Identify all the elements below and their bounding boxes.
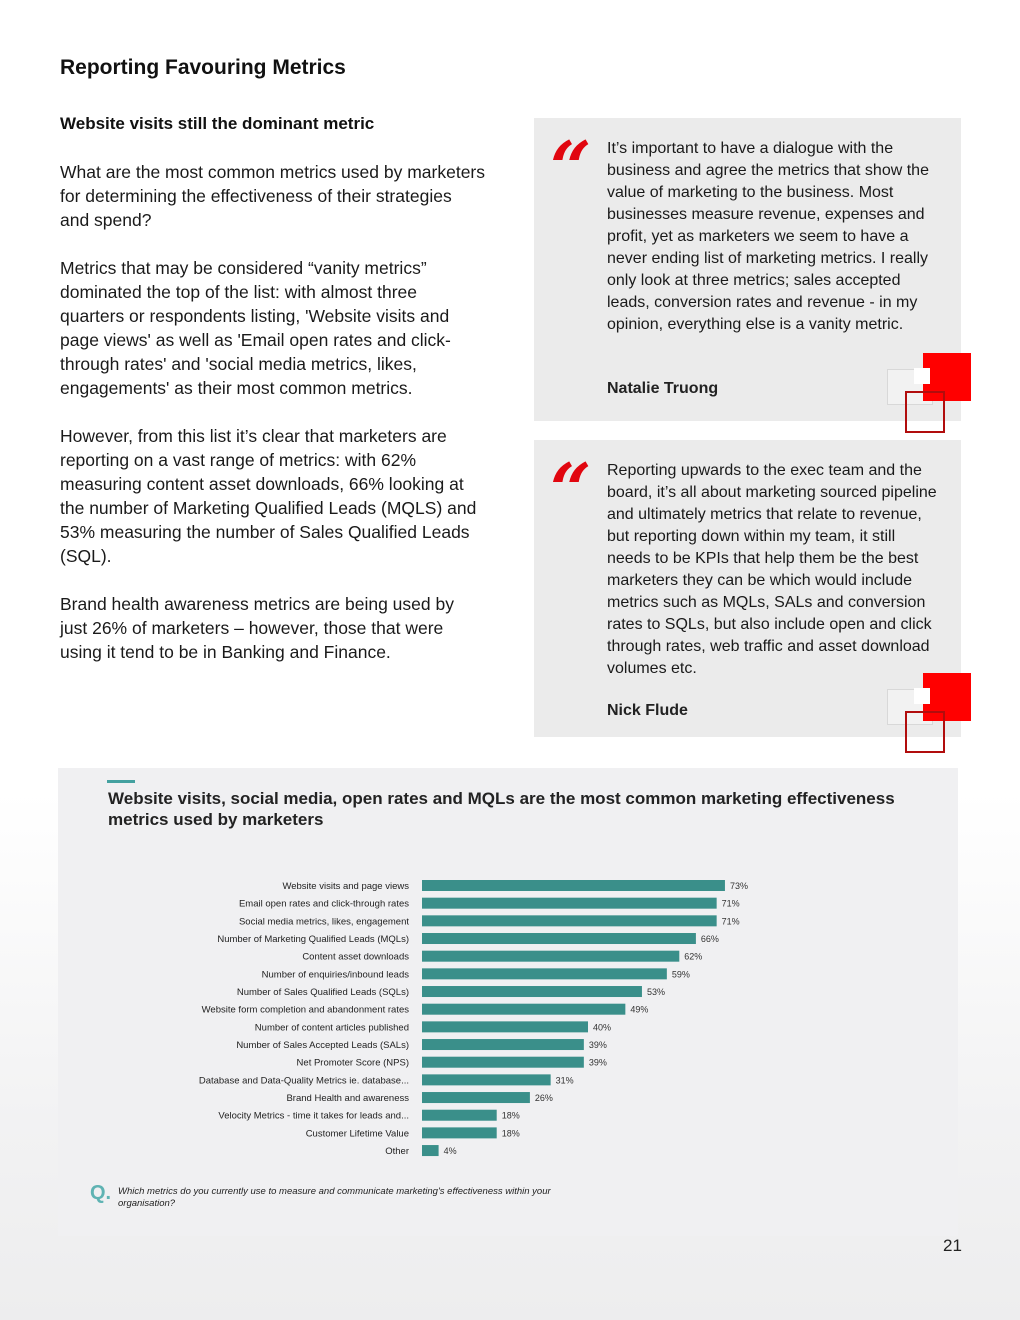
paragraph-4: Brand health awareness metrics are being used by just 26% of marketers – however, those that were using it tend to be in Banking and Finance.	[60, 594, 454, 662]
category-label: Customer Lifetime Value	[305, 1128, 409, 1140]
value-label: 39%	[588, 1057, 607, 1068]
value-label: 18%	[501, 1110, 520, 1121]
value-label: 59%	[671, 969, 690, 980]
paragraph-3: However, from this list it’s clear that marketers are reporting on a vast range of metrics: with 62% measuring content asset downloads, 66% looking at the number of Marketing Qualified Leads (MQLS) and 53% measuring the number of Sales Qualified Leads (SQL).	[60, 426, 477, 566]
section-subheading: Website visits still the dominant metric	[60, 114, 375, 133]
value-label: 31%	[555, 1075, 574, 1086]
quote-author: Nick Flude	[607, 702, 688, 719]
value-label: 71%	[721, 898, 740, 909]
value-label: 53%	[646, 987, 665, 998]
question-icon: Q.	[90, 1182, 112, 1204]
category-label: Content asset downloads	[302, 951, 409, 963]
bar	[422, 1092, 530, 1103]
quote-mark-icon: “	[550, 125, 592, 210]
category-label: Website visits and page views	[282, 881, 409, 892]
page-number: 21	[943, 1236, 962, 1255]
bar-chart	[58, 768, 958, 1178]
category-label: Number of Sales Accepted Leads (SALs)	[236, 1040, 409, 1052]
value-label: 66%	[700, 934, 719, 945]
quote-author: Natalie Truong	[607, 380, 719, 397]
bar	[422, 1074, 551, 1085]
quote-text: Reporting upwards to the exec team and the board, it’s all about marketing sourced pipeline and ultimately metrics that relate to revenue, but reporting down within my team, it still needs to be KPIs that help them be the best marketers they can be which would include metrics such as MQLs, SALs and conversion rates to SQLs, but also include open and click through rates, web traffic and asset download volumes etc.	[607, 462, 937, 677]
category-label: Website form completion and abandonment rates	[201, 1004, 409, 1016]
quote-mark-icon: “	[550, 447, 592, 532]
category-label: Number of enquiries/inbound leads	[261, 969, 409, 981]
value-label: 40%	[593, 1022, 612, 1033]
paragraph-1: What are the most common metrics used by marketers for determining the effectiveness of their strategies and spend?	[60, 162, 485, 230]
value-label: 71%	[721, 916, 740, 927]
category-label: Number of Marketing Qualified Leads (MQLs)	[217, 934, 409, 946]
value-label: 18%	[501, 1128, 520, 1139]
bar	[422, 968, 667, 979]
value-label: 62%	[684, 951, 703, 962]
quote-text: It’s important to have a dialogue with the business and agree the metrics that show the value of marketing to the business. Most businesses measure revenue, expenses and profit, yet as marketers we seem to have a never ending list of marketing metrics. I really only look at three metrics; sales accepted leads, conversion rates and revenue - in my opinion, everything else is a vanity metric.	[607, 140, 929, 333]
bar	[422, 915, 717, 926]
value-label: 26%	[534, 1093, 553, 1104]
bar	[422, 986, 642, 997]
category-label: Net Promoter Score (NPS)	[296, 1057, 409, 1069]
category-label: Number of Sales Qualified Leads (SQLs)	[236, 987, 409, 999]
category-label: Database and Data-Quality Metrics ie. database...	[198, 1075, 409, 1087]
bar	[422, 1004, 625, 1015]
paragraph-2: Metrics that may be considered “vanity metrics” dominated the top of the list: with almost three quarters or respondents listing, 'Website visits and page views' as well as 'Email open rates and click-through rates' and 'social media metrics, likes, engagements' as their most common metrics.	[60, 258, 451, 398]
article-body	[60, 112, 485, 688]
bar	[422, 1057, 584, 1068]
bar	[422, 1021, 588, 1032]
chart-title: Website visits, social media, open rates and MQLs are the most common marketing effectiveness metrics used by marketers	[108, 789, 895, 829]
value-label: 49%	[630, 1004, 649, 1015]
category-label: Velocity Metrics - time it takes for leads and...	[218, 1110, 409, 1122]
category-label: Email open rates and click-through rates	[238, 898, 409, 910]
chart-panel	[58, 768, 958, 1236]
category-label: Social media metrics, likes, engagement	[238, 916, 409, 928]
bar	[422, 880, 725, 891]
value-label: 73%	[729, 881, 748, 891]
decorative-squares	[887, 353, 977, 443]
bar	[422, 1127, 497, 1138]
bar	[422, 933, 696, 944]
page-title: Reporting Favouring Metrics	[60, 56, 346, 79]
decorative-squares	[887, 673, 977, 763]
bar	[422, 1039, 584, 1050]
bar	[422, 1110, 497, 1121]
bar	[422, 898, 717, 909]
value-label: 39%	[588, 1040, 607, 1051]
bar	[422, 951, 679, 962]
value-label: 4%	[443, 1146, 457, 1157]
category-label: Other	[385, 1146, 409, 1158]
category-label: Brand Health and awareness	[286, 1093, 409, 1105]
bar	[422, 1145, 439, 1156]
category-label: Number of content articles published	[254, 1022, 409, 1034]
survey-question: Which metrics do you currently use to measure and communicate marketing's effectiveness within your organisation?	[118, 1186, 551, 1209]
